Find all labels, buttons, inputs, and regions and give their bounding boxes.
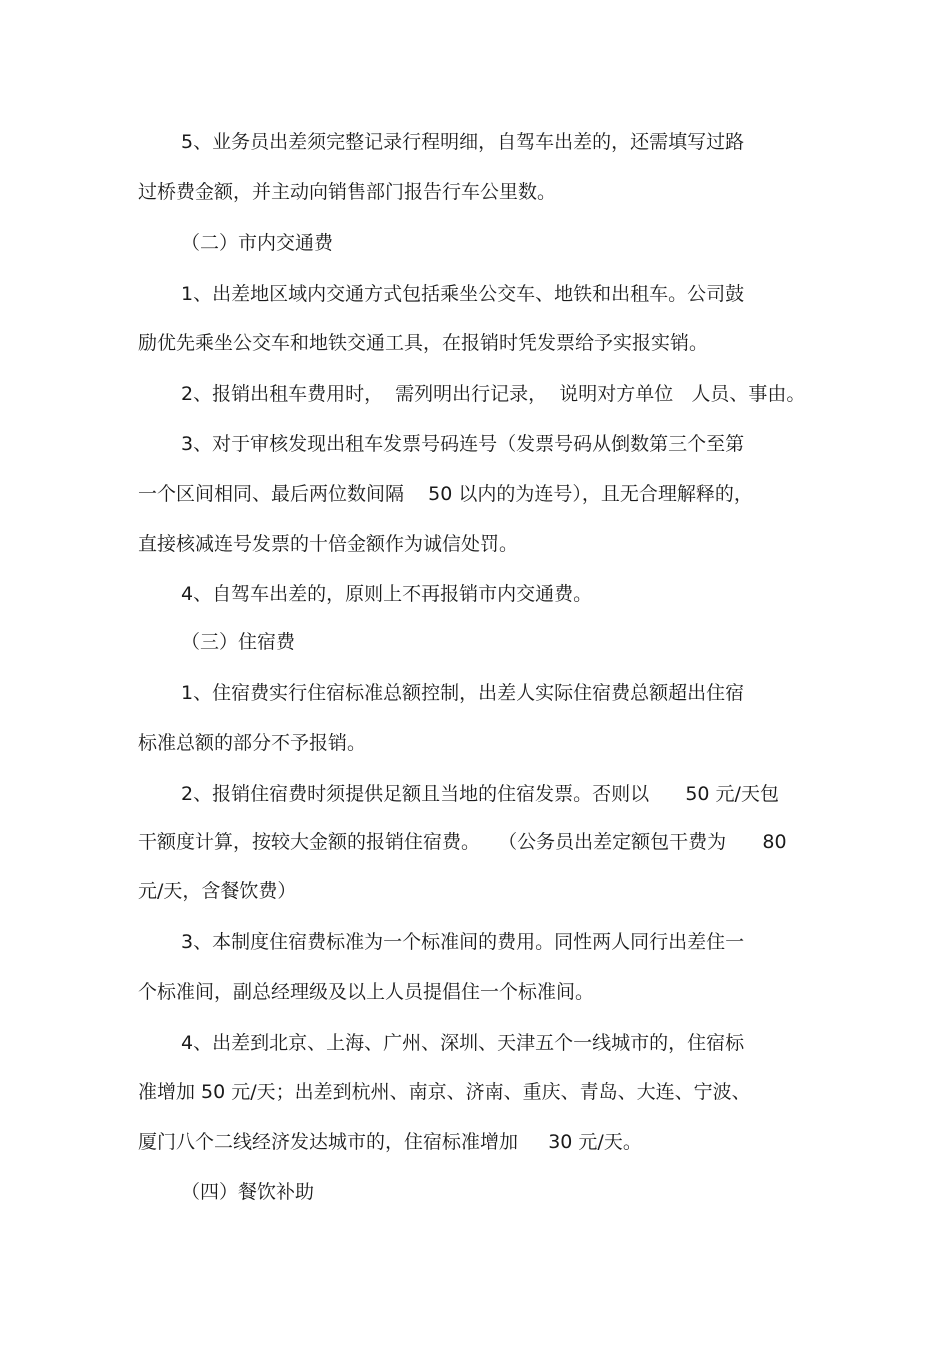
section-heading: （二）市内交通费 — [181, 232, 334, 254]
paragraph-line: 4、出差到北京、上海、广州、深圳、天津五个一线城市的，住宿标 — [181, 1032, 745, 1054]
paragraph-line: 个标准间，副总经理级及以上人员提倡住一个标准间。 — [138, 981, 595, 1003]
paragraph-line: 干额度计算，按较大金额的报销住宿费。 （公务员出差定额包干费为 80 — [138, 831, 787, 853]
paragraph-line: 5、业务员出差须完整记录行程明细，自驾车出差的，还需填写过路 — [181, 131, 745, 153]
paragraph-line: 4、自驾车出差的，原则上不再报销市内交通费。 — [181, 583, 593, 605]
section-heading: （三）住宿费 — [181, 631, 296, 653]
paragraph-line: 一个区间相同、最后两位数间隔 50 以内的为连号），且无合理解释的， — [138, 483, 753, 505]
paragraph-line: 1、出差地区域内交通方式包括乘坐公交车、地铁和出租车。公司鼓 — [181, 283, 745, 305]
paragraph-line: 2、报销住宿费时须提供足额且当地的住宿发票。否则以 50 元/天包 — [181, 783, 779, 805]
paragraph-line: 直接核减连号发票的十倍金额作为诚信处罚。 — [138, 533, 519, 555]
paragraph-line: 1、住宿费实行住宿标准总额控制，出差人实际住宿费总额超出住宿 — [181, 682, 745, 704]
paragraph-line: 3、本制度住宿费标准为一个标准间的费用。同性两人同行出差住一 — [181, 931, 745, 953]
paragraph-line: 3、对于审核发现出租车发票号码连号（发票号码从倒数第三个至第 — [181, 433, 745, 455]
paragraph-line: 过桥费金额，并主动向销售部门报告行车公里数。 — [138, 181, 557, 203]
paragraph-line: 标准总额的部分不予报销。 — [138, 732, 367, 754]
paragraph-line: 励优先乘坐公交车和地铁交通工具，在报销时凭发票给予实报实销。 — [138, 332, 709, 354]
paragraph-line: 厦门八个二线经济发达城市的，住宿标准增加 30 元/天。 — [138, 1131, 642, 1153]
section-heading: （四）餐饮补助 — [181, 1181, 315, 1203]
paragraph-line: 准增加 50 元/天；出差到杭州、南京、济南、重庆、青岛、大连、宁波、 — [138, 1081, 751, 1103]
paragraph-line: 2、报销出租车费用时， 需列明出行记录， 说明对方单位 人员、事由。 — [181, 383, 806, 405]
paragraph-line: 元/天，含餐饮费） — [138, 880, 297, 902]
